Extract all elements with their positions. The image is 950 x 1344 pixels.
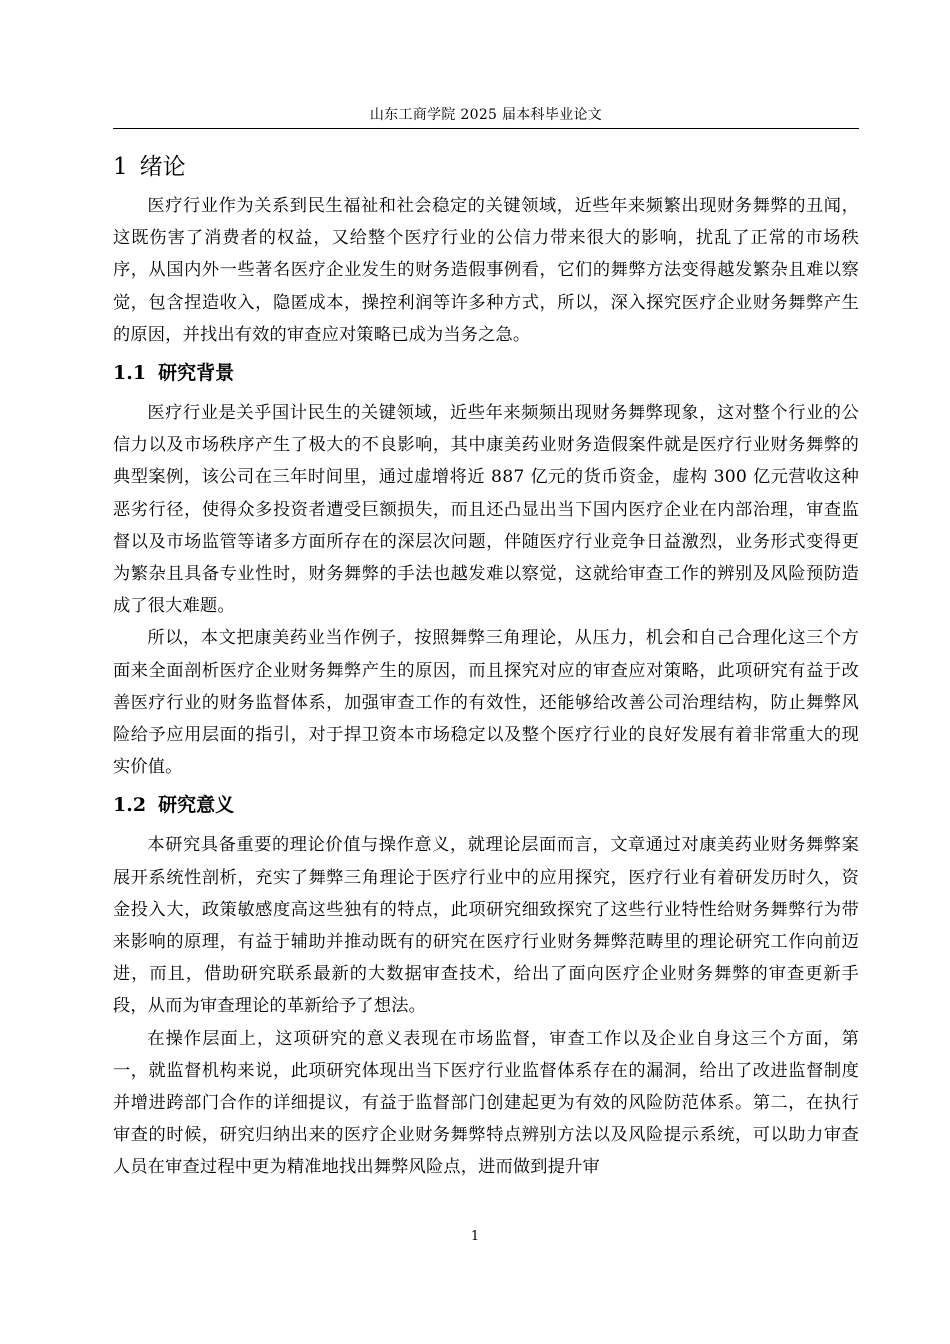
chapter-intro-paragraph: 医疗行业作为关系到民生福祉和社会稳定的关键领域，近些年来频繁出现财务舞弊的丑闻，这既伤害了消费者的权益，又给整个医疗行业的公信力带来很大的影响，扰乱了正常的市场秩序，从国内外一些著名医疗企业发生的财务造假事例看，它们的舞弊方法变得越发繁杂且难以察觉，包含捏造收入，隐匿成本，操控利润等许多种方式，所以，深入探究医疗企业财务舞弊产生的原因，并找出有效的审查应对策略已成为当务之急。 bbox=[113, 196, 859, 345]
section-title: 研究背景 bbox=[158, 362, 235, 385]
page-number: 1 bbox=[470, 1229, 480, 1244]
running-header: 山东工商学院 2025 届本科毕业论文 bbox=[369, 107, 603, 123]
body-paragraph: 医疗行业是关乎国计民生的关键领域，近些年来频频出现财务舞弊现象，这对整个行业的公信力以及市场秩序产生了极大的不良影响，其中康美药业财务造假案件就是医疗行业财务舞弊的典型案例，该公司在三年时间里，通过虚增将近 887 亿元的货币资金，虚构 300 亿元营收这种恶劣行径，使得众多投资者遭受巨额损失，而且还凸显出当下国内医疗企业在内部治理，审查监督以及市场监管等诸多方面所存在的深层次问题，伴随医疗行业竞争日益激烈，业务形式变得更为繁杂且具备专业性时，财务舞弊的手法也越发难以察觉，这就给审查工作的辨别及风险预防造成了很大难题。 bbox=[113, 403, 859, 617]
header-rule bbox=[113, 128, 859, 129]
chapter-heading bbox=[113, 146, 859, 190]
section-number: 1.2 bbox=[113, 794, 147, 817]
section-heading bbox=[113, 353, 859, 393]
section-heading bbox=[113, 785, 859, 825]
body-paragraph: 本研究具备重要的理论价值与操作意义，就理论层面而言，文章通过对康美药业财务舞弊案展开系统性剖析，充实了舞弊三角理论于医疗行业中的应用探究，医疗行业有着研发历时久，资金投入大，政策敏感度高这些独有的特点，此项研究细致探究了这些行业特性给财务舞弊行为带来影响的原理，有益于辅助并推动既有的研究在医疗行业财务舞弊范畴里的理论研究工作向前迈进，而且，借助研究联系最新的大数据审查技术，给出了面向医疗企业财务舞弊的审查更新手段，从而为审查理论的革新给予了想法。 bbox=[113, 835, 859, 1017]
body-paragraph: 在操作层面上，这项研究的意义表现在市场监督，审查工作以及企业自身这三个方面，第一，就监督机构来说，此项研究体现出当下医疗行业监督体系存在的漏洞，给出了改进监督制度并增进跨部门合作的详细提议，有益于监督部门创建起更为有效的风险防范体系。第二，在执行审查的时候，研究归纳出来的医疗企业财务舞弊特点辨别方法以及风险提示系统，可以助力审查人员在审查过程中更为精准地找出舞弊风险点，进而做到提升审 bbox=[113, 1028, 859, 1178]
page-content bbox=[113, 146, 859, 1184]
section-title: 研究意义 bbox=[158, 794, 235, 817]
chapter-title: 绪论 bbox=[139, 154, 186, 180]
section-number: 1.1 bbox=[113, 362, 147, 385]
chapter-number: 1 bbox=[113, 154, 128, 180]
body-paragraph: 所以，本文把康美药业当作例子，按照舞弊三角理论，从压力，机会和自己合理化这三个方面来全面剖析医疗企业财务舞弊产生的原因，而且探究对应的审查应对策略，此项研究有益于改善医疗行业的财务监督体系，加强审查工作的有效性，还能够给改善公司治理结构，防止舞弊风险给予应用层面的指引，对于捍卫资本市场稳定以及整个医疗行业的良好发展有着非常重大的现实价值。 bbox=[113, 628, 859, 778]
